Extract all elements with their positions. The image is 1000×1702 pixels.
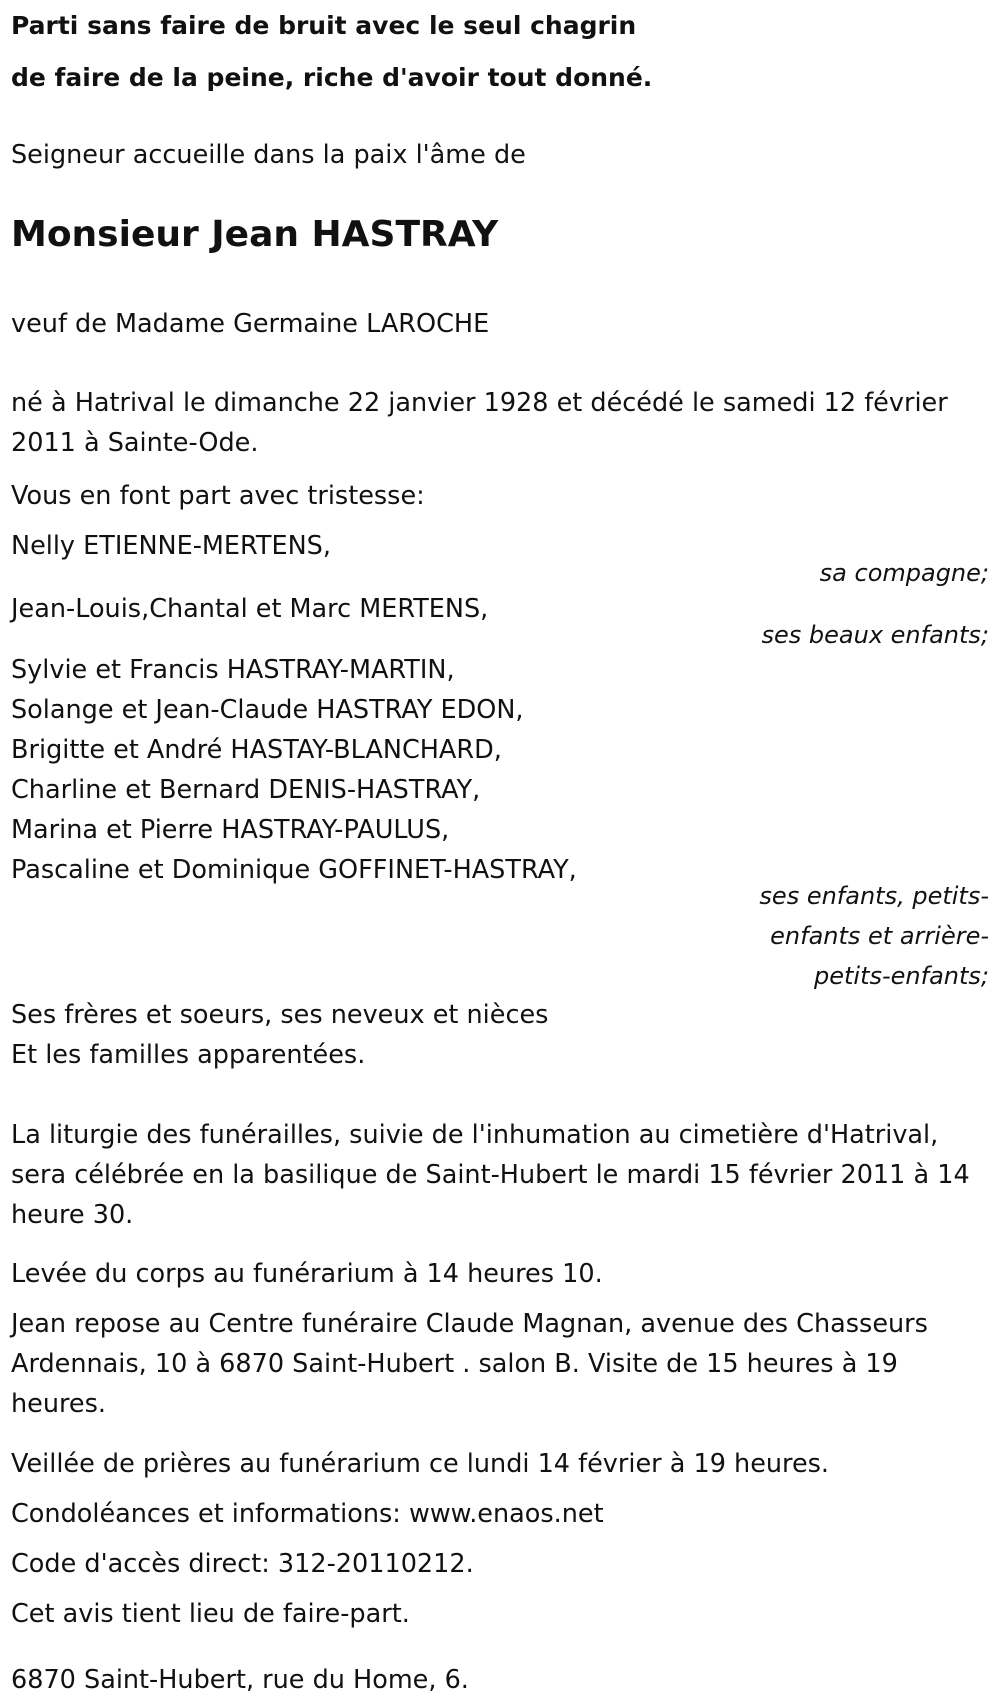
companion-relation: sa compagne; — [819, 559, 989, 587]
child-couple: Pascaline et Dominique GOFFINET-HASTRAY, — [11, 855, 577, 885]
birth-death — [11, 383, 989, 463]
children-relation-line-1: ses enfants, petits- — [759, 882, 989, 910]
stepchildren-relation: ses beaux enfants; — [761, 621, 989, 649]
children-list — [11, 650, 989, 890]
children-relation-line-2: enfants et arrière- — [770, 922, 989, 950]
address-text: 6870 Saint-Hubert, rue du Home, 6. — [11, 1665, 469, 1695]
child-couple: Brigitte et André HASTAY-BLANCHARD, — [11, 735, 502, 765]
repose-line-2: Ardennais, 10 à 6870 Saint-Hubert . salon B. Visite de 15 heures à 19 — [11, 1349, 898, 1379]
stepchildren-names: Jean-Louis,Chantal et Marc MERTENS, — [11, 594, 489, 624]
children-relation-line-3: petits-enfants; — [814, 962, 989, 990]
announce-text: Vous en font part avec tristesse: — [11, 481, 425, 511]
epigraph — [11, 0, 989, 104]
other-relatives-line-2: Et les familles apparentées. — [11, 1040, 366, 1070]
veillee-text: Veillée de prières au funérarium ce lundi 14 février à 19 heures. — [11, 1449, 830, 1479]
liturgy-text — [11, 1115, 989, 1235]
repose-line-3: heures. — [11, 1389, 107, 1419]
liturgy-line-3: heure 30. — [11, 1200, 134, 1230]
notice-text: Cet avis tient lieu de faire-part. — [11, 1599, 410, 1629]
child-couple: Charline et Bernard DENIS-HASTRAY, — [11, 775, 481, 805]
intro-text: Seigneur accueille dans la paix l'âme de — [11, 140, 526, 170]
birth-death-line-2: 2011 à Sainte-Ode. — [11, 428, 259, 458]
liturgy-line-2: sera célébrée en la basilique de Saint-Hubert le mardi 15 février 2011 à 14 — [11, 1160, 970, 1190]
levee-text: Levée du corps au funérarium à 14 heures 10. — [11, 1259, 603, 1289]
other-relatives-line-1: Ses frères et soeurs, ses neveux et nièces — [11, 1000, 549, 1030]
children-relation — [11, 876, 989, 996]
birth-death-line-1: né à Hatrival le dimanche 22 janvier 1928 et décédé le samedi 12 février — [11, 388, 948, 418]
repose-text — [11, 1304, 989, 1424]
liturgy-line-1: La liturgie des funérailles, suivie de l'inhumation au cimetière d'Hatrival, — [11, 1120, 939, 1150]
child-couple: Sylvie et Francis HASTRAY-MARTIN, — [11, 655, 455, 685]
deceased-name: Monsieur Jean HASTRAY — [11, 214, 499, 255]
child-couple: Marina et Pierre HASTRAY-PAULUS, — [11, 815, 450, 845]
child-couple: Solange et Jean-Claude HASTRAY EDON, — [11, 695, 524, 725]
epigraph-line-2: de faire de la peine, riche d'avoir tout donné. — [11, 63, 653, 92]
repose-line-1: Jean repose au Centre funéraire Claude Magnan, avenue des Chasseurs — [11, 1309, 928, 1339]
condolences-text: Condoléances et informations: www.enaos.net — [11, 1499, 604, 1529]
access-code-text: Code d'accès direct: 312-20110212. — [11, 1549, 474, 1579]
other-relatives — [11, 995, 989, 1075]
companion-name: Nelly ETIENNE-MERTENS, — [11, 531, 331, 561]
widower-text: veuf de Madame Germaine LAROCHE — [11, 309, 490, 339]
epigraph-line-1: Parti sans faire de bruit avec le seul chagrin — [11, 11, 637, 40]
